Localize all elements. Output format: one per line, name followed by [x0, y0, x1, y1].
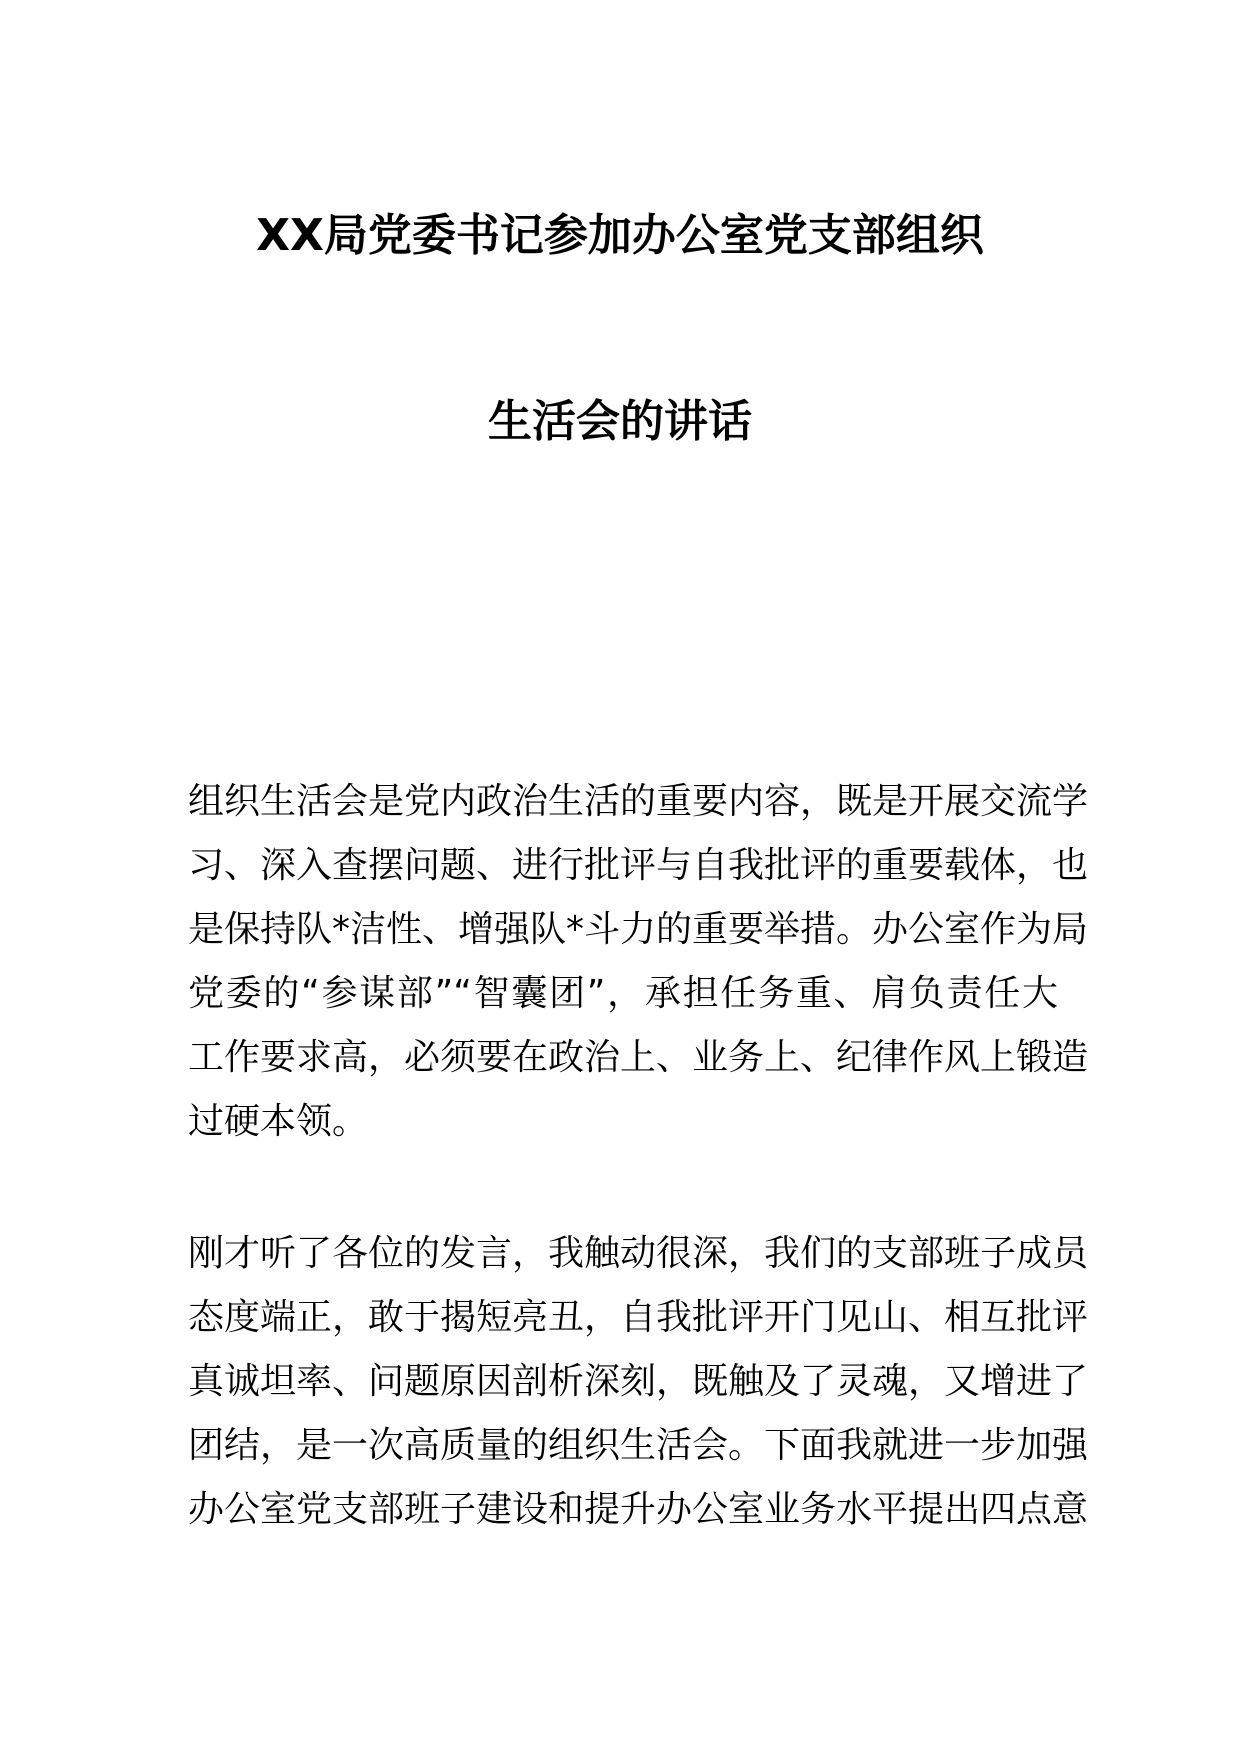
document-title-line-1: XX局党委书记参加办公室党支部组织 [256, 210, 984, 261]
paragraph-line: 组织生活会是党内政治生活的重要内容，既是开展交流学 [188, 781, 1089, 822]
paragraph-line: 真诚坦率、问题原因剖析深刻，既触及了灵魂，又增进了 [188, 1361, 1089, 1402]
paragraph-line: 是保持队*洁性、增强队*斗力的重要举措。办公室作为局 [188, 909, 1089, 950]
document-title-line-2: 生活会的讲话 [488, 396, 752, 447]
paragraph-1 [188, 770, 1089, 1154]
paragraph-line: 过硬本领。 [188, 1101, 369, 1142]
paragraph-2 [188, 1222, 1089, 1542]
paragraph-line: 工作要求高，必须要在政治上、业务上、纪律作风上锻造 [188, 1037, 1089, 1078]
paragraph-line: 党委的“参谋部”“智囊团”，承担任务重、肩负责任大 [188, 973, 1058, 1014]
paragraph-line: 刚才听了各位的发言，我触动很深，我们的支部班子成员 [188, 1233, 1089, 1274]
paragraph-line: 团结，是一次高质量的组织生活会。下面我就进一步加强 [188, 1425, 1089, 1466]
paragraph-line: 办公室党支部班子建设和提升办公室业务水平提出四点意 [188, 1489, 1089, 1530]
paragraph-line: 态度端正，敢于揭短亮丑，自我批评开门见山、相互批评 [188, 1297, 1089, 1338]
paragraph-line: 习、深入查摆问题、进行批评与自我批评的重要载体，也 [188, 845, 1089, 886]
